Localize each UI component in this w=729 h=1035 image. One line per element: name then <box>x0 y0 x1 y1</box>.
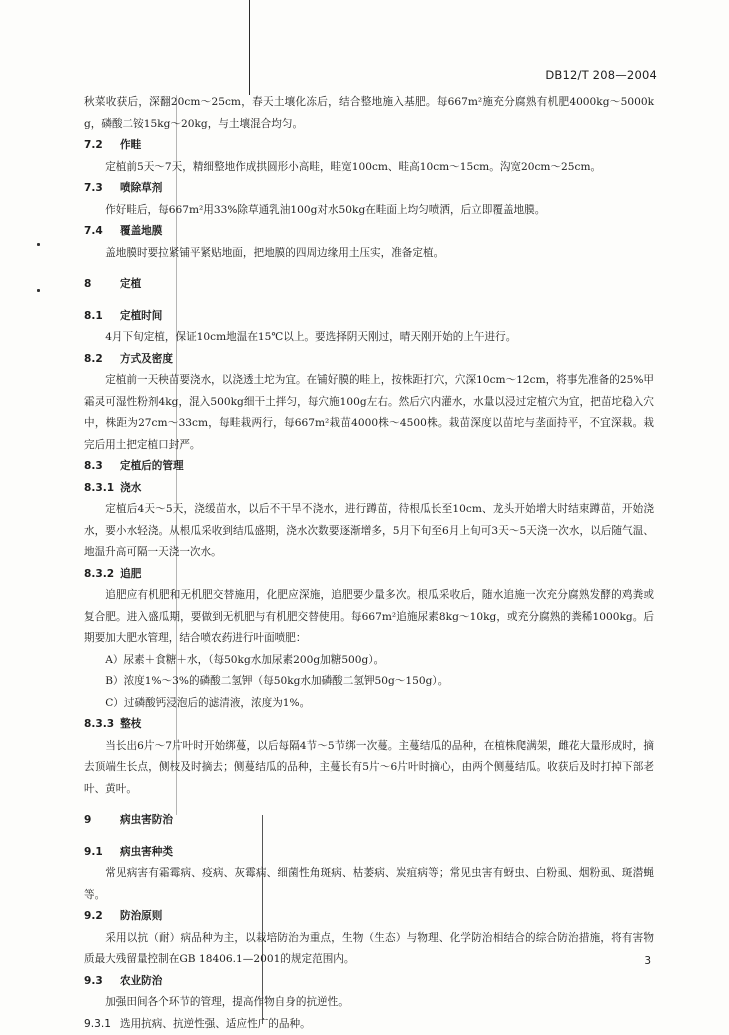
section-heading <box>84 274 654 296</box>
section-number: 8.3.3 <box>84 714 114 736</box>
page-number: 3 <box>644 955 651 967</box>
subsection-heading <box>84 478 654 500</box>
subsection-heading <box>84 178 654 200</box>
document-body <box>84 92 654 1035</box>
section-number: 8.3 <box>84 456 114 478</box>
paragraph: 采用以抗（耐）病品种为主，以栽培防治为重点，生物（生态）与物理、化学防治相结合的综合防治措施，将有害物质最大残留量控制在GB 18406.1—2001的规定范围内。 <box>84 928 654 971</box>
section-number: 7.2 <box>84 135 114 157</box>
paragraph: 定植后4天～5天，浇缓苗水，以后不干旱不浇水，进行蹲苗，待根瓜长至10cm、龙头开始增大时结束蹲苗，开始浇水，要小水轻浇。从根瓜采收到结瓜盛期，浇水次数要逐渐增多，5月下旬至6月上旬可3天～5天浇一次水，以后随气温、地温升高可隔一天浇一次水。 <box>84 499 654 564</box>
paragraph: 常见病害有霜霉病、疫病、灰霉病、细菌性角斑病、枯萎病、炭疽病等；常见虫害有蚜虫、白粉虱、烟粉虱、斑潜蝇等。 <box>84 863 654 906</box>
section-number: 9.3 <box>84 971 114 993</box>
subsection-heading <box>84 349 654 371</box>
section-title: 定植 <box>120 278 141 290</box>
paragraph: 秋菜收获后，深翻20cm～25cm，春天土壤化冻后，结合整地施入基肥。每667m²施充分腐熟有机肥4000kg～5000kg，磷酸二铵15kg～20kg，与土壤混合均匀。 <box>84 92 654 135</box>
paragraph: 定植前一天秧苗要浇水，以浇透土坨为宜。在铺好膜的畦上，按株距打穴，穴深10cm～12cm，将事先准备的25%甲霜灵可湿性粉剂4kg，混入500kg细干土拌匀，每穴施100g左右。然后穴内灌水，水量以浸过定植穴为宜，把苗坨稳入穴中，株距为27cm～33cm，每畦栽两行，每667m²栽苗4000株～4500株。栽苗深度以苗坨与垄面持平，不宜深栽。栽完后用土把定植口封严。 <box>84 370 654 456</box>
section-number: 8 <box>84 274 114 296</box>
section-number: 9 <box>84 810 114 832</box>
subsection-heading <box>84 456 654 478</box>
section-title: 追肥 <box>120 568 141 580</box>
paragraph: 加强田间各个环节的管理，提高作物自身的抗逆性。 <box>84 992 654 1014</box>
section-title: 定植后的管理 <box>120 460 184 472</box>
section-title: 病虫害防治 <box>120 814 173 826</box>
subsection-heading <box>84 306 654 328</box>
section-number: 8.2 <box>84 349 114 371</box>
scan-speck <box>37 289 40 292</box>
section-number: 9.2 <box>84 906 114 928</box>
section-number: 9.1 <box>84 842 114 864</box>
standard-id: DB12/T 208—2004 <box>545 68 657 82</box>
subsection-heading <box>84 906 654 928</box>
section-title: 喷除草剂 <box>120 182 162 194</box>
subsection-heading <box>84 842 654 864</box>
section-title: 方式及密度 <box>120 353 173 365</box>
section-title: 选用抗病、抗逆性强、适应性广的品种。 <box>120 1018 311 1030</box>
section-number: 8.1 <box>84 306 114 328</box>
paragraph: 定植前5天～7天，精细整地作成拱圆形小高畦，畦宽100cm、畦高10cm～15cm。沟宽20cm～25cm。 <box>84 157 654 179</box>
scan-speck <box>37 243 40 246</box>
subsection-heading <box>84 1014 654 1035</box>
section-title: 定植时间 <box>120 310 162 322</box>
subsection-heading <box>84 221 654 243</box>
section-title: 病虫害种类 <box>120 846 173 858</box>
section-title: 整枝 <box>120 718 141 730</box>
subsection-heading <box>84 714 654 736</box>
paragraph: 作好畦后，每667m²用33%除草通乳油100g对水50kg在畦面上均匀喷洒，后立即覆盖地膜。 <box>84 200 654 222</box>
paragraph: A）尿素＋食糖＋水，（每50kg水加尿素200g加糖500g）。 <box>84 650 654 672</box>
section-title: 防治原则 <box>120 910 162 922</box>
section-title: 作畦 <box>120 139 141 151</box>
section-number: 9.3.1 <box>84 1014 114 1035</box>
section-title: 农业防治 <box>120 975 162 987</box>
subsection-heading <box>84 135 654 157</box>
section-heading <box>84 810 654 832</box>
paragraph: C）过磷酸钙浸泡后的滤清液，浓度为1%。 <box>84 693 654 715</box>
subsection-heading <box>84 971 654 993</box>
paragraph: 追肥应有机肥和无机肥交替施用，化肥应深施，追肥要少量多次。根瓜采收后，随水追施一次充分腐熟发酵的鸡粪或复合肥。进入盛瓜期，要做到无机肥与有机肥交替使用。每667m²追施尿素8kg～10kg，或充分腐熟的粪稀1000kg。后期要加大肥水管理，结合喷农药进行叶面喷肥： <box>84 585 654 650</box>
scan-fold-line-upper <box>249 0 250 95</box>
paragraph: B）浓度1%～3%的磷酸二氢钾（每50kg水加磷酸二氢钾50g～150g）。 <box>84 671 654 693</box>
paragraph: 盖地膜时要拉紧铺平紧贴地面，把地膜的四周边缘用土压实，准备定植。 <box>84 243 654 265</box>
paragraph: 当长出6片～7片叶时开始绑蔓，以后每隔4节～5节绑一次蔓。主蔓结瓜的品种，在植株爬满架，雌花大量形成时，摘去顶端生长点，侧枝及时摘去；侧蔓结瓜的品种，主蔓长有5片～6片叶时摘心，由两个侧蔓结瓜。收获后及时打掉下部老叶、黄叶。 <box>84 736 654 801</box>
section-title: 浇水 <box>120 482 141 494</box>
section-title: 覆盖地膜 <box>120 225 162 237</box>
section-number: 8.3.1 <box>84 478 114 500</box>
paragraph: 4月下旬定植，保证10cm地温在15℃以上。要选择阴天刚过，晴天刚开始的上午进行。 <box>84 327 654 349</box>
section-number: 7.3 <box>84 178 114 200</box>
section-number: 7.4 <box>84 221 114 243</box>
section-number: 8.3.2 <box>84 564 114 586</box>
subsection-heading <box>84 564 654 586</box>
